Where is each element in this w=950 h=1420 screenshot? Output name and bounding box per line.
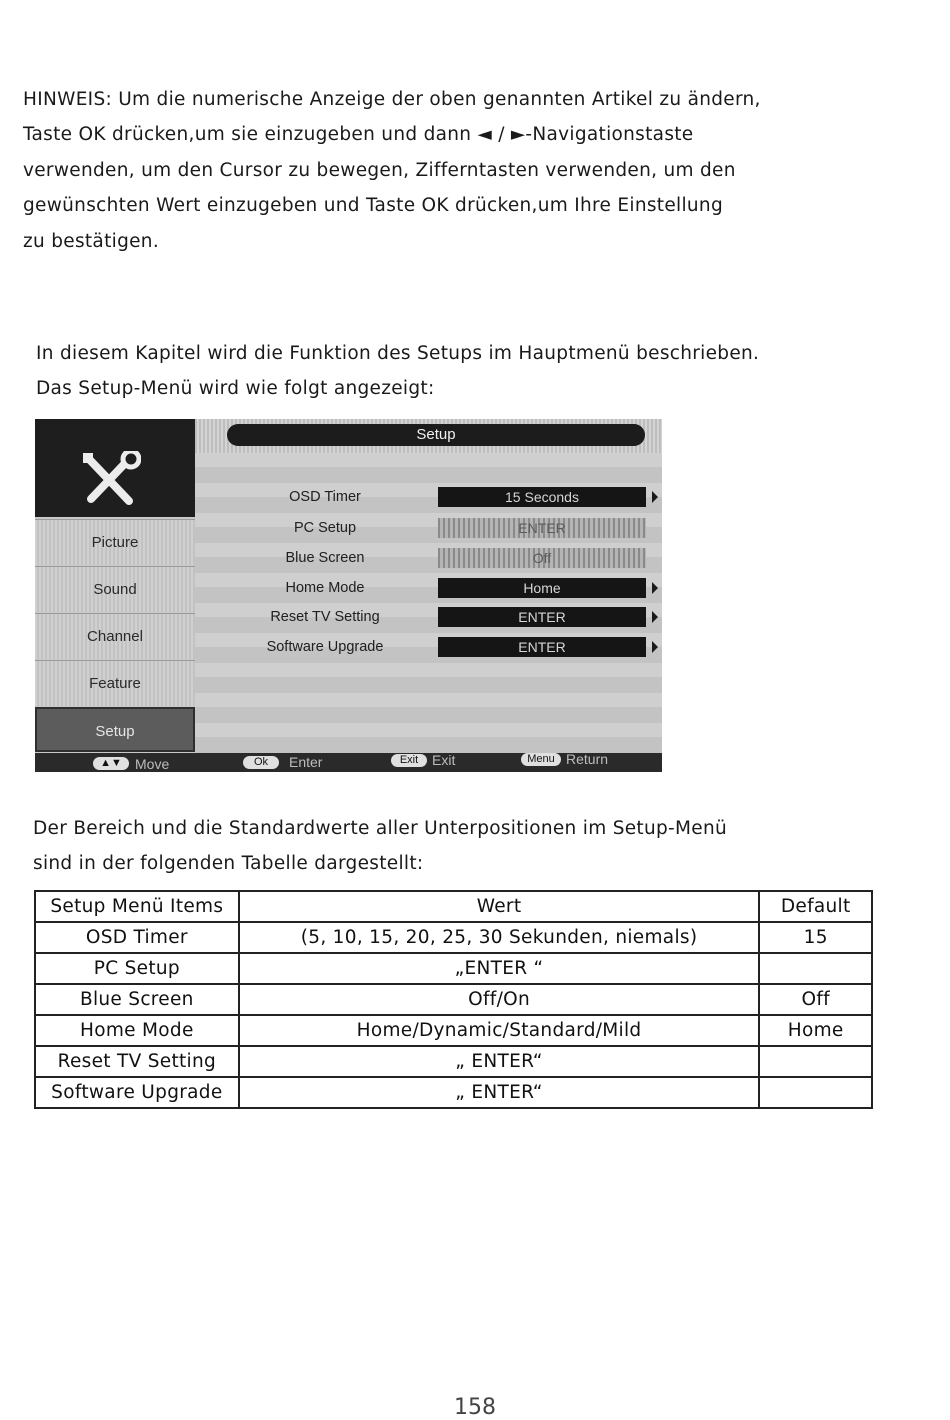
intro-paragraph (36, 336, 759, 407)
setup-defaults-table (34, 890, 873, 1109)
sidebar-item-channel[interactable]: Channel (35, 613, 195, 659)
sidebar-item-sound[interactable]: Sound (35, 566, 195, 612)
table-cell: PC Setup (35, 953, 239, 984)
setup-logo (35, 419, 195, 517)
right-arrow-icon (652, 582, 658, 594)
page-number: 158 (454, 1395, 496, 1420)
table-cell: OSD Timer (35, 922, 239, 953)
intro-line: In diesem Kapitel wird die Funktion des Setups im Hauptmenü beschrieben. (36, 343, 760, 364)
menu-row-home-mode-value[interactable]: Home (438, 578, 646, 598)
menu-footer (35, 753, 662, 772)
table-row (35, 984, 872, 1015)
table-cell: „ ENTER“ (239, 1077, 760, 1108)
menu-key-icon: Menu (521, 753, 561, 766)
menu-title: Setup (227, 424, 645, 446)
table-row (35, 922, 872, 953)
header-cell: Default (759, 891, 872, 922)
table-cell (759, 1077, 872, 1108)
header-cell: Setup Menü Items (35, 891, 239, 922)
table-cell: Off/On (239, 984, 760, 1015)
menu-row-blue-screen-value: Off (438, 548, 646, 568)
menu-row-osd-timer-label: OSD Timer (289, 489, 361, 505)
table-intro-line: Der Bereich und die Standardwerte aller Unterpositionen im Setup-Menü (33, 818, 728, 839)
table-cell: Off (759, 984, 872, 1015)
sidebar-item-picture[interactable]: Picture (35, 519, 195, 565)
table-cell: Home Mode (35, 1015, 239, 1046)
note-line: verwenden, um den Cursor zu bewegen, Zifferntasten verwenden, um den (23, 159, 736, 181)
sidebar-item-feature[interactable]: Feature (35, 660, 195, 706)
return-label: Return (566, 751, 609, 767)
enter-label: Enter (289, 754, 323, 770)
table-row (35, 1015, 872, 1046)
table-cell: „ENTER “ (239, 953, 760, 984)
table-cell: Software Upgrade (35, 1077, 239, 1108)
note-paragraph (23, 82, 761, 259)
table-cell: „ ENTER“ (239, 1046, 760, 1077)
table-intro-line: sind in der folgenden Tabelle dargestellt: (33, 853, 424, 875)
up-down-key-icon: ▲▼ (93, 757, 129, 770)
table-cell: 15 (759, 922, 872, 953)
menu-row-pc-setup-value: ENTER (438, 518, 646, 538)
table-cell (759, 953, 872, 984)
table-header-row (35, 891, 872, 922)
table-cell: Home/Dynamic/Standard/Mild (239, 1015, 760, 1046)
note-line: HINWEIS: Um die numerische Anzeige der oben genannten Artikel zu ändern, (23, 89, 761, 110)
table-intro-paragraph (33, 811, 727, 882)
intro-line: Das Setup-Menü wird wie folgt angezeigt: (36, 378, 435, 400)
note-line: gewünschten Wert einzugeben und Taste OK drücken,um Ihre Einstellung (23, 195, 723, 217)
table-cell: (5, 10, 15, 20, 25, 30 Sekunden, niemals) (239, 922, 760, 953)
menu-row-blue-screen-label: Blue Screen (285, 550, 365, 566)
table-cell: Blue Screen (35, 984, 239, 1015)
move-label: Move (135, 756, 170, 772)
menu-row-reset-label: Reset TV Setting (270, 609, 380, 625)
right-arrow-icon (652, 641, 658, 653)
menu-row-osd-timer-value[interactable]: 15 Seconds (438, 487, 646, 507)
table-row (35, 1077, 872, 1108)
right-arrow-icon (652, 491, 658, 503)
menu-row-reset-value[interactable]: ENTER (438, 607, 646, 627)
menu-row-home-mode-label: Home Mode (285, 580, 365, 596)
table-cell: Home (759, 1015, 872, 1046)
menu-row-pc-setup-label: PC Setup (293, 520, 357, 536)
right-arrow-icon (652, 611, 658, 623)
sidebar-item-setup[interactable]: Setup (35, 707, 195, 752)
table-cell: Reset TV Setting (35, 1046, 239, 1077)
table-row (35, 1046, 872, 1077)
menu-row-software-upgrade-value[interactable]: ENTER (438, 637, 646, 657)
note-line: zu bestätigen. (23, 230, 159, 252)
setup-menu-screenshot (35, 419, 662, 772)
wrench-screwdriver-icon (81, 451, 141, 509)
note-line: Taste OK drücken,um sie einzugeben und dann ◄ / ►-Navigationstaste (23, 124, 694, 146)
header-cell: Wert (239, 891, 760, 922)
menu-row-software-upgrade-label: Software Upgrade (266, 639, 384, 655)
ok-key-icon: Ok (243, 756, 279, 769)
exit-label: Exit (432, 752, 456, 768)
table-row (35, 953, 872, 984)
exit-key-icon: Exit (391, 754, 427, 767)
table-cell (759, 1046, 872, 1077)
